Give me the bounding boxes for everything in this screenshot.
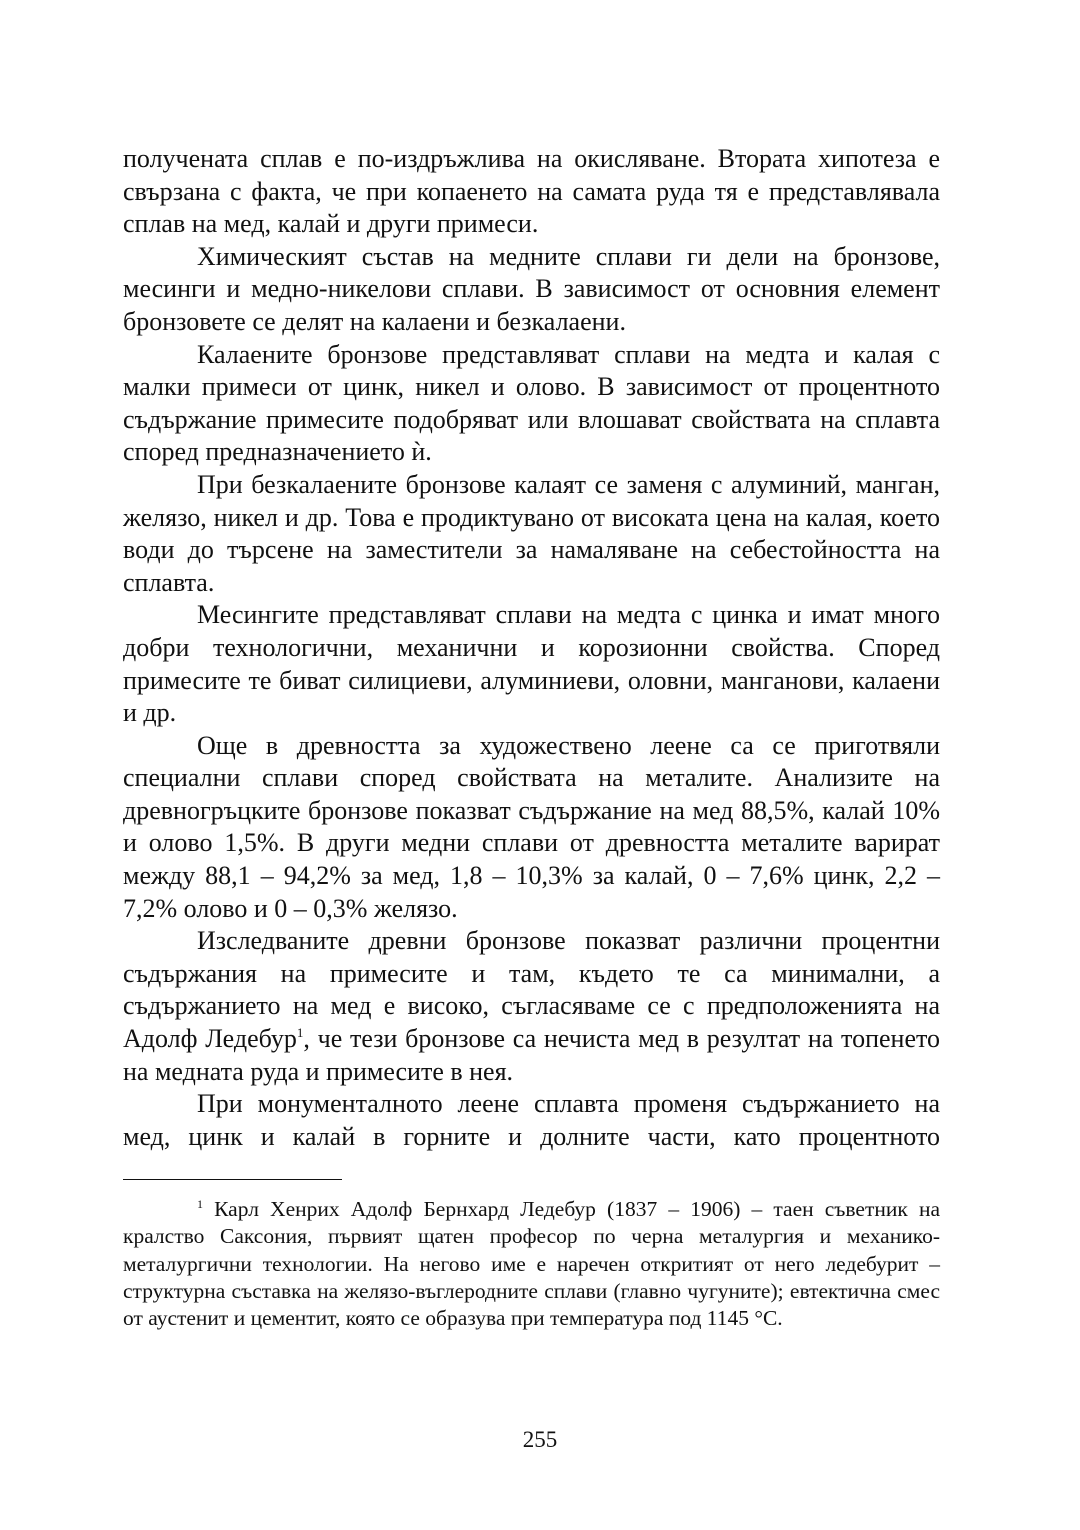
- paragraph-6: Още в древността за художествено леене са се приготвяли специални сплави според свойствата на металите. Анализите на древногръцките бронзове показват съдържание на мед 88,5%, калай 10% и олово 1,5%. В други медни сплави от древността металите варират между 88,1 – 94,2% за мед, 1,8 – 10,3% за калай, 0 – 7,6% цинк, 2,2 – 7,2% олово и 0 – 0,3% желязо.: [123, 730, 940, 923]
- paragraph-4: При безкалаените бронзове калаят се заменя с алуминий, манган, желязо, никел и др. Това е продиктувано от високата цена на калая, което води до търсене на заместители за намаляване на себестойността на сплавта.: [123, 469, 940, 597]
- footnote-separator: [123, 1179, 342, 1180]
- paragraph-2: Химическият състав на медните сплави ги дели на бронзове, месинги и медно-никелови сплави. В зависимост от основния елемент бронзовете се делят на калаени и безкалаени.: [123, 241, 940, 336]
- footnote: [123, 1196, 940, 1332]
- main-text: [123, 143, 940, 1153]
- paragraph-7: [123, 925, 940, 1088]
- paragraph-1: получената сплав е по-издръжлива на окисляване. Втората хипотеза е свързана с факта, че при копаенето на самата руда тя е представлявала сплав на мед, калай и други примеси.: [123, 144, 940, 239]
- page-number: 255: [522, 1427, 558, 1452]
- paragraph-7-text-b: , че тези бронзове са нечиста мед в резултат на топенето на медната руда и примесите в нея.: [123, 1024, 940, 1086]
- paragraph-5: Месингите представляват сплави на медта с цинка и имат много добри технологични, механични и корозионни свойства. Според примесите те биват силициеви, алуминиеви, оловни, манганови, калаени и др.: [123, 600, 940, 728]
- footnote-text: Карл Хенрих Адолф Бернхард Ледебур (1837 – 1906) – таен съветник на кралство Саксония, първият щатен професор по черна металургия и механико-металургични технологии. На негово име е наречен откритият от него ледебурит – структурна съставка на желязо-въглеродните сплави (главно чугуните); евтектична смес от аустенит и цементит, която се образува при температура под 1145 °С.: [123, 1197, 940, 1331]
- paragraph-7-text-a: Изследваните древни бронзове показват различни процентни съдържания на примесите и там, където те са минимални, а съдържанието на мед е високо, съгласяваме се с предположенията на Адолф Ледебур: [123, 926, 940, 1054]
- footnote-reference: 1: [296, 1025, 304, 1041]
- paragraph-3: Калаените бронзове представляват сплави на медта и калая с малки примеси от цинк, никел и олово. В зависимост от процентното съдържание примесите подобряват или влошават свойствата на сплавта според предназначението ѝ.: [123, 339, 940, 467]
- footnote-marker: 1: [197, 1197, 203, 1211]
- paragraph-8: При монументалното леене сплавта променя съдържанието на мед, цинк и калай в горните и долните части, като процентното: [123, 1089, 940, 1151]
